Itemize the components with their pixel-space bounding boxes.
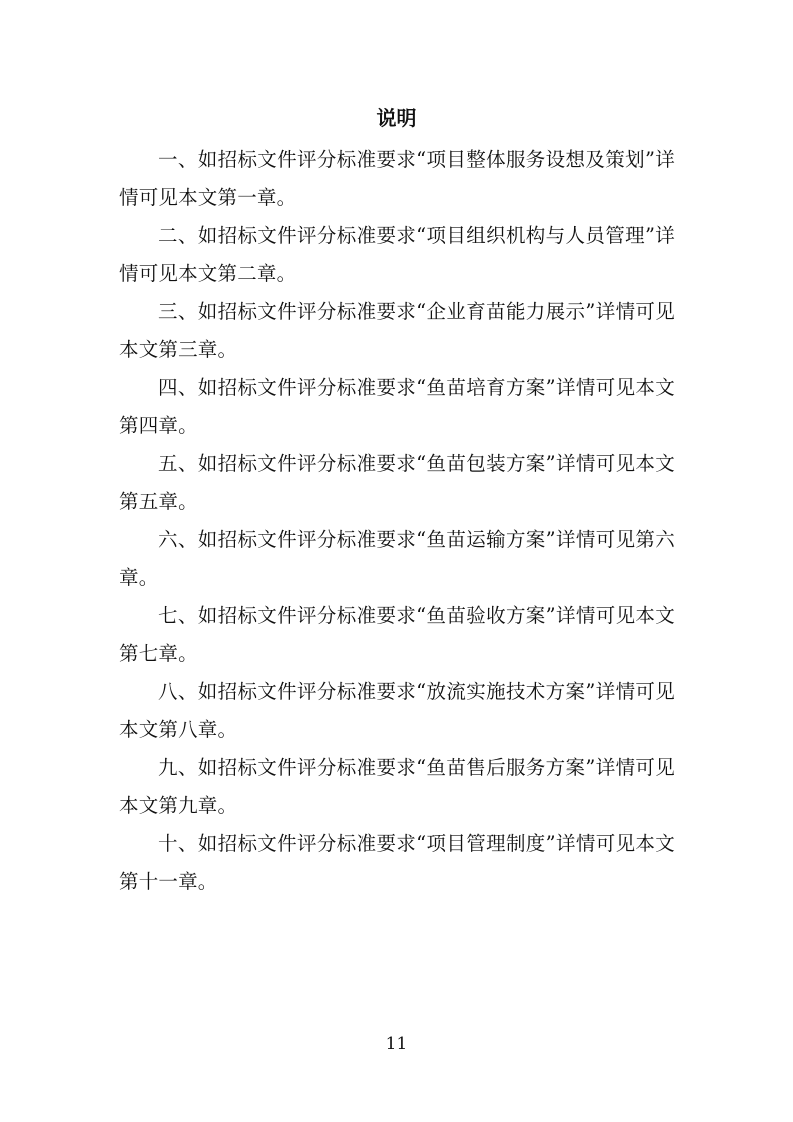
paragraph-10: 十、如招标文件评分标准要求“项目管理制度”详情可见本文第十一章。 [119, 832, 675, 893]
paragraph-5: 五、如招标文件评分标准要求“鱼苗包装方案”详情可见本文第五章。 [119, 452, 675, 513]
document-title: 说明 [376, 106, 417, 130]
paragraph-4: 四、如招标文件评分标准要求“鱼苗培育方案”详情可见本文第四章。 [119, 376, 675, 437]
paragraph-8: 八、如招标文件评分标准要求“放流实施技术方案”详情可见本文第八章。 [119, 680, 675, 741]
paragraph-2: 二、如招标文件评分标准要求“项目组织机构与人员管理”详情可见本文第二章。 [119, 224, 675, 285]
paragraph-6: 六、如招标文件评分标准要求“鱼苗运输方案”详情可见第六章。 [119, 528, 675, 589]
document-body [119, 141, 675, 901]
page-number: 11 [385, 1034, 408, 1054]
paragraph-9: 九、如招标文件评分标准要求“鱼苗售后服务方案”详情可见本文第九章。 [119, 756, 675, 817]
paragraph-1: 一、如招标文件评分标准要求“项目整体服务设想及策划”详情可见本文第一章。 [119, 148, 675, 209]
paragraph-7: 七、如招标文件评分标准要求“鱼苗验收方案”详情可见本文第七章。 [119, 604, 675, 665]
paragraph-3: 三、如招标文件评分标准要求“企业育苗能力展示”详情可见本文第三章。 [119, 300, 675, 361]
